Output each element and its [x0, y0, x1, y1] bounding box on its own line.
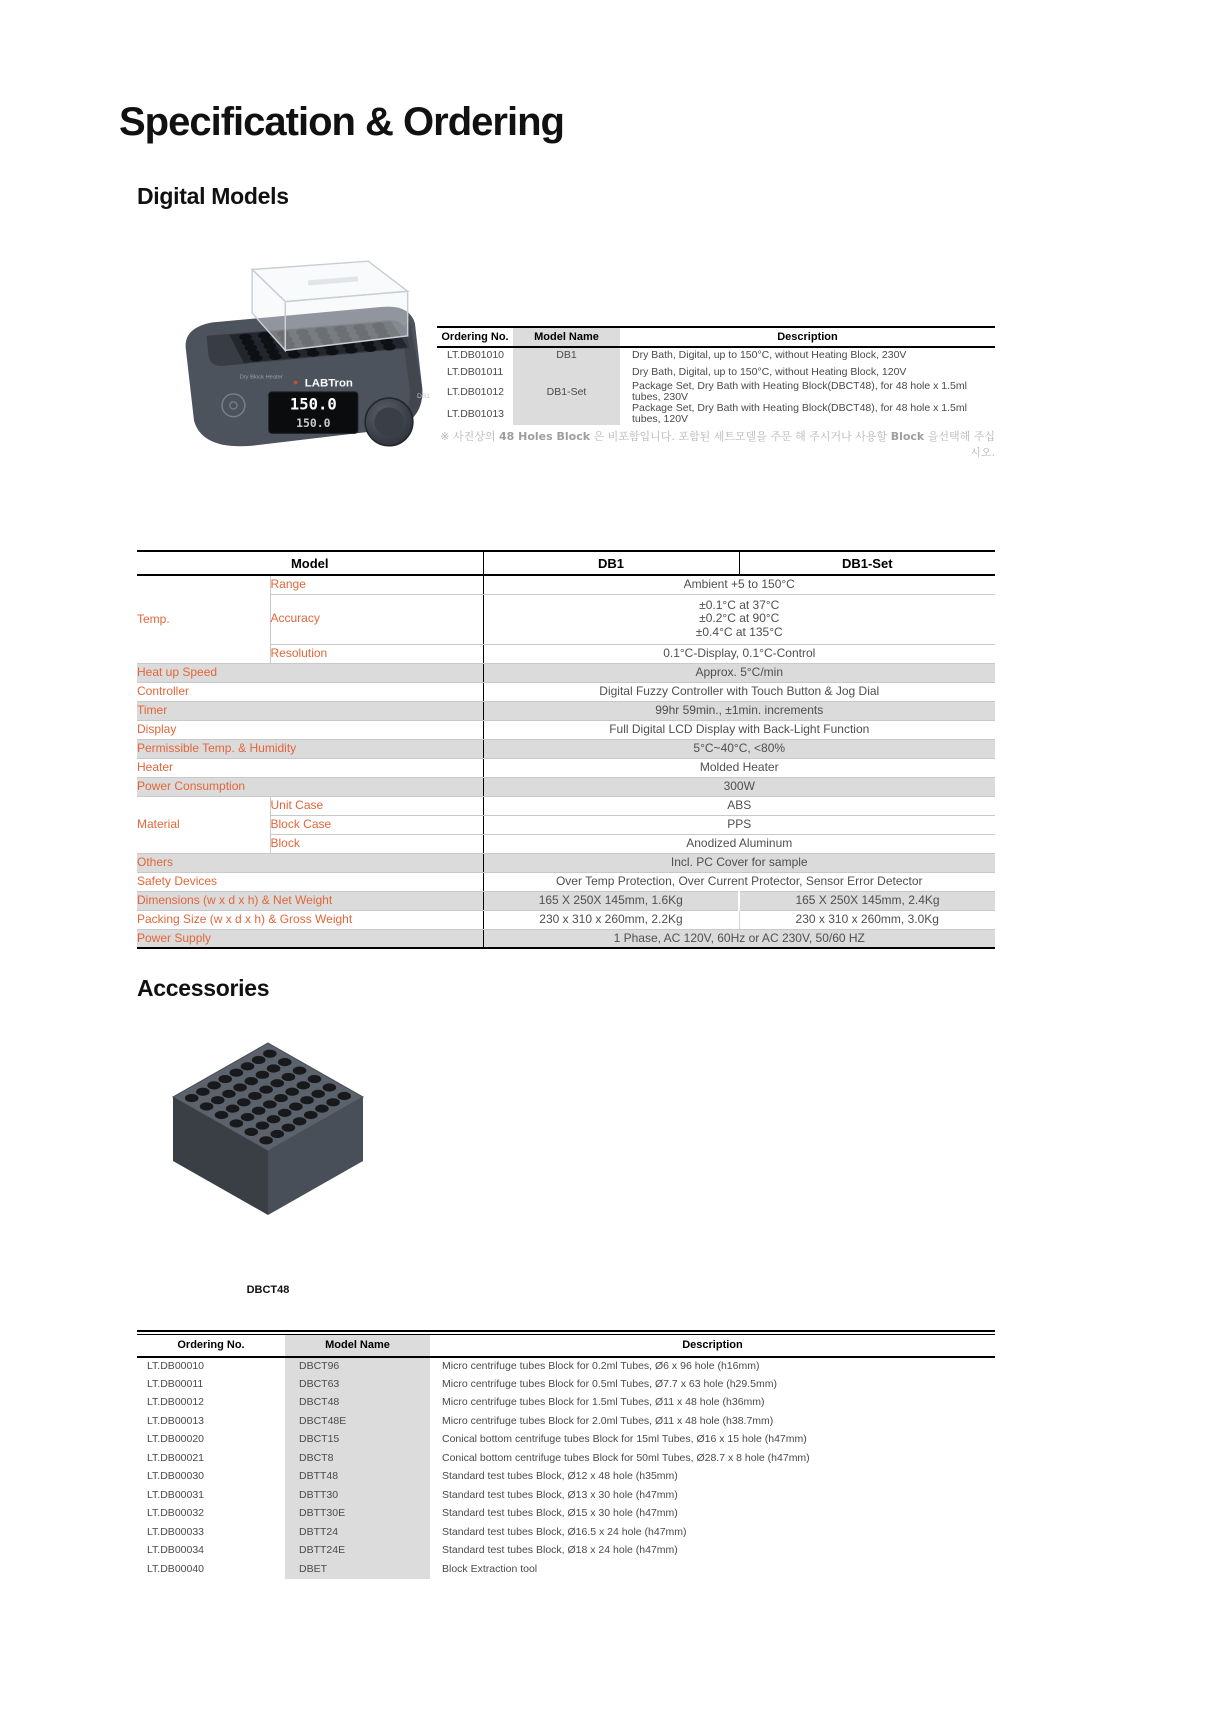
ordering-no: LT.DB00020: [147, 1433, 205, 1446]
spec-label: Display: [137, 720, 483, 739]
display-temp-value: 150.0: [289, 395, 337, 414]
ordering-no: LT.DB00011: [147, 1377, 204, 1390]
spec-label: Others: [137, 853, 483, 872]
spec-row: [137, 739, 995, 758]
spec-row: [137, 758, 995, 777]
col-model-name: Model Name: [513, 327, 620, 347]
accessory-row: [137, 1486, 995, 1505]
spec-label: Permissible Temp. & Humidity: [137, 739, 483, 758]
spec-label: Safety Devices: [137, 872, 483, 891]
spec-value: Incl. PC Cover for sample: [483, 853, 995, 872]
spec-label: Power Consumption: [137, 777, 483, 796]
description: Standard test tubes Block, Ø13 x 30 hole (h47mm): [442, 1488, 678, 1501]
description: Micro centrifuge tubes Block for 2.0ml Tubes, Ø11 x 48 hole (h38.7mm): [442, 1414, 774, 1427]
spec-label-temp: Temp.: [137, 575, 270, 663]
accessories-table: [137, 1334, 995, 1579]
note-text: ※ 사진상의: [440, 430, 499, 443]
model-name: DBCT96: [285, 1357, 430, 1376]
description: Micro centrifuge tubes Block for 0.2ml Tubes, Ø6 x 96 hole (h16mm): [442, 1359, 760, 1372]
model-name: DBCT63: [285, 1375, 430, 1394]
spec-sublabel-range: Range: [270, 575, 483, 594]
col-description: Description: [430, 1335, 995, 1357]
accessory-row: [137, 1431, 995, 1450]
dbct48-product-image: [158, 1025, 378, 1280]
note-bold: Block: [890, 430, 925, 443]
spec-label: Heater: [137, 758, 483, 777]
description: Dry Bath, Digital, up to 150°C, without Heating Block, 120V: [632, 365, 907, 378]
accessory-row: [137, 1523, 995, 1542]
spec-sublabel-resolution: Resolution: [270, 644, 483, 663]
model-name: DBTT24: [285, 1523, 430, 1542]
transparent-cover: [252, 261, 408, 350]
spec-sublabel-accuracy: Accuracy: [270, 594, 483, 644]
accessory-row: [137, 1357, 995, 1376]
spec-value-db1: 165 X 250X 145mm, 1.6Kg: [483, 891, 739, 910]
model-name: DB1-Set: [513, 381, 620, 403]
accuracy-line: ±0.4°C at 135°C: [695, 624, 783, 639]
spec-row: [137, 777, 995, 796]
spec-row: [137, 663, 995, 682]
col-description: Description: [620, 327, 995, 347]
accessory-row: [137, 1542, 995, 1561]
spec-label: Power Supply: [137, 929, 483, 948]
spec-row: [137, 929, 995, 948]
panel-label: Dry Block Heater: [239, 374, 283, 381]
spec-label: Heat up Speed: [137, 663, 483, 682]
block-illustration: [158, 1025, 378, 1280]
spec-value: 1 Phase, AC 120V, 60Hz or AC 230V, 50/60 HZ: [483, 929, 995, 948]
ordering-table: [437, 326, 995, 425]
spec-sublabel: Block: [270, 834, 483, 853]
accessory-row: [137, 1412, 995, 1431]
accessory-row: [137, 1375, 995, 1394]
ordering-no: LT.DB01011: [447, 365, 504, 378]
note-bold: 48 Holes Block: [499, 430, 591, 443]
ordering-no: LT.DB00040: [147, 1562, 205, 1575]
spec-value-db1set: 165 X 250X 145mm, 2.4Kg: [739, 891, 995, 910]
description: Package Set, Dry Bath with Heating Block(DBCT48), for 48 hole x 1.5ml tubes, 230V: [632, 380, 967, 404]
spec-value: 99hr 59min., ±1min. increments: [483, 701, 995, 720]
accessories-header-row: [137, 1335, 995, 1357]
brand-logo: LABTron: [304, 377, 353, 390]
ordering-row: [437, 403, 995, 425]
dry-bath-illustration: [165, 232, 445, 476]
spec-value: 5°C~40°C, <80%: [483, 739, 995, 758]
ordering-row: [437, 347, 995, 364]
spec-value: ABS: [483, 796, 995, 815]
col-db1-set: DB1-Set: [739, 551, 995, 575]
spec-label-material: Material: [137, 796, 270, 853]
model-name: [513, 364, 620, 381]
ordering-no: LT.DB00032: [147, 1507, 205, 1520]
note-text: 은 비포함입니다. 포함된 세트모델을 주문 해 주시거나 사용할: [590, 430, 891, 443]
accessory-row: [137, 1505, 995, 1524]
model-name: DBTT48: [285, 1468, 430, 1487]
ordering-note: [437, 428, 995, 460]
description: Standard test tubes Block, Ø18 x 24 hole (h47mm): [442, 1544, 678, 1557]
spec-value: Over Temp Protection, Over Current Protector, Sensor Error Detector: [483, 872, 995, 891]
spec-row-material: [137, 796, 995, 815]
spec-value: Approx. 5°C/min: [483, 663, 995, 682]
col-ordering-no: Ordering No.: [437, 327, 513, 347]
ordering-row: [437, 381, 995, 403]
accuracy-line: ±0.1°C at 37°C: [699, 597, 780, 612]
block-image-caption: DBCT48: [246, 1284, 290, 1296]
model-name: DBTT30: [285, 1486, 430, 1505]
spec-row: [137, 853, 995, 872]
spec-label: Packing Size (w x d x h) & Gross Weight: [137, 910, 483, 929]
spec-row-split: [137, 891, 995, 910]
ordering-no: LT.DB01012: [447, 385, 505, 398]
ordering-no: LT.DB01010: [447, 349, 505, 362]
accessory-row: [137, 1468, 995, 1487]
ordering-no: LT.DB00010: [147, 1359, 205, 1372]
ordering-table-wrap: [437, 326, 995, 425]
accuracy-line: ±0.2°C at 90°C: [699, 611, 780, 626]
col-model: Model: [137, 551, 483, 575]
spec-label: Timer: [137, 701, 483, 720]
spec-table-wrap: [137, 550, 995, 949]
spec-label: Controller: [137, 682, 483, 701]
model-name: DB1: [513, 347, 620, 364]
dry-bath-product-image: [165, 232, 445, 476]
description: Standard test tubes Block, Ø15 x 30 hole (h47mm): [442, 1507, 678, 1520]
ordering-no: LT.DB00021: [147, 1451, 205, 1464]
spec-row: [137, 682, 995, 701]
spec-sublabel: Unit Case: [270, 796, 483, 815]
device-model-badge: DB1: [417, 393, 431, 401]
description: Conical bottom centrifuge tubes Block for 50ml Tubes, Ø28.7 x 8 hole (h47mm): [442, 1451, 810, 1464]
description: Block Extraction tool: [442, 1562, 538, 1575]
model-name: DBTT24E: [285, 1542, 430, 1561]
model-name: DBTT30E: [285, 1505, 430, 1524]
spec-row-temp-range: [137, 575, 995, 594]
model-name: DBCT8: [285, 1449, 430, 1468]
description: Conical bottom centrifuge tubes Block for 15ml Tubes, Ø16 x 15 hole (h47mm): [442, 1433, 807, 1446]
ordering-no: LT.DB00031: [147, 1488, 205, 1501]
spec-table: [137, 550, 995, 949]
spec-label: Dimensions (w x d x h) & Net Weight: [137, 891, 483, 910]
ordering-no: LT.DB00033: [147, 1525, 205, 1538]
spec-value: 0.1°C-Display, 0.1°C-Control: [483, 644, 995, 663]
description: Standard test tubes Block, Ø16.5 x 24 hole (h47mm): [442, 1525, 687, 1538]
spec-row: [137, 720, 995, 739]
spec-value-db1: 230 x 310 x 260mm, 2.2Kg: [483, 910, 739, 929]
spec-value: Digital Fuzzy Controller with Touch Button & Jog Dial: [483, 682, 995, 701]
ordering-no: LT.DB00013: [147, 1414, 205, 1427]
note-text: 을선택해 주십시오.: [924, 430, 995, 459]
spec-row: [137, 872, 995, 891]
ordering-header-row: [437, 327, 995, 347]
spec-value: 300W: [483, 777, 995, 796]
spec-row-split: [137, 910, 995, 929]
description: Micro centrifuge tubes Block for 0.5ml Tubes, Ø7.7 x 63 hole (h29.5mm): [442, 1377, 777, 1390]
model-name: [513, 403, 620, 425]
ordering-row: [437, 364, 995, 381]
col-model-name: Model Name: [285, 1335, 430, 1357]
digital-models-heading: Digital Models: [137, 183, 289, 209]
spec-sublabel: Block Case: [270, 815, 483, 834]
model-name: DBCT15: [285, 1431, 430, 1450]
spec-value: [483, 594, 995, 644]
spec-value: Full Digital LCD Display with Back-Light Function: [483, 720, 995, 739]
col-ordering-no: Ordering No.: [137, 1335, 285, 1357]
ordering-no: LT.DB00012: [147, 1396, 205, 1409]
spec-value: Anodized Aluminum: [483, 834, 995, 853]
ordering-no: LT.DB00030: [147, 1470, 205, 1483]
accessory-row: [137, 1449, 995, 1468]
ordering-no: LT.DB00034: [147, 1544, 205, 1557]
spec-row: [137, 701, 995, 720]
ordering-no: LT.DB01013: [447, 407, 505, 420]
display-set-value: 150.0: [296, 416, 331, 431]
accessory-row: [137, 1560, 995, 1579]
model-name: DBET: [285, 1560, 430, 1579]
description: Micro centrifuge tubes Block for 1.5ml Tubes, Ø11 x 48 hole (h36mm): [442, 1396, 765, 1409]
model-name: DBCT48E: [285, 1412, 430, 1431]
spec-value: PPS: [483, 815, 995, 834]
page-title: Specification & Ordering: [119, 100, 564, 144]
description: Standard test tubes Block, Ø12 x 48 hole (h35mm): [442, 1470, 678, 1483]
accessories-table-wrap: [137, 1330, 995, 1579]
accessories-heading: Accessories: [137, 975, 270, 1001]
accessory-row: [137, 1394, 995, 1413]
spec-header-row: [137, 551, 995, 575]
description: Package Set, Dry Bath with Heating Block(DBCT48), for 48 hole x 1.5ml tubes, 120V: [632, 402, 967, 426]
model-name: DBCT48: [285, 1394, 430, 1413]
spec-value-db1set: 230 x 310 x 260mm, 3.0Kg: [739, 910, 995, 929]
spec-value: Molded Heater: [483, 758, 995, 777]
col-db1: DB1: [483, 551, 739, 575]
spec-value: Ambient +5 to 150°C: [483, 575, 995, 594]
description: Dry Bath, Digital, up to 150°C, without Heating Block, 230V: [632, 349, 907, 362]
